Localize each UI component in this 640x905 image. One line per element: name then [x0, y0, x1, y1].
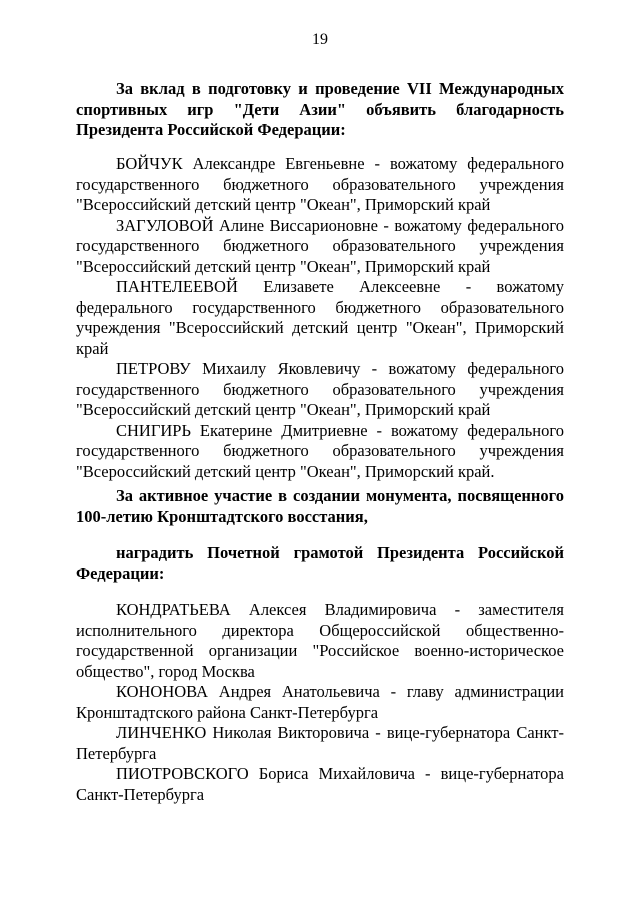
- award-entry: КОНДРАТЬЕВА Алексея Владимировича - заместителя исполнительного директора Общероссийской общественно-государственной организации "Российское военно-историческое общество", город Москва: [76, 600, 564, 681]
- award-entry: СНИГИРЬ Екатерине Дмитриевне - вожатому федерального государственного бюджетного образовательного учреждения "Всероссийский детский центр "Океан", Приморский край.: [76, 420, 564, 481]
- award-entry: ЛИНЧЕНКО Николая Викторовича - вице-губернатора Санкт-Петербурга: [76, 723, 564, 763]
- award-entry: БОЙЧУК Александре Евгеньевне - вожатому федерального государственного бюджетного образовательного учреждения "Всероссийский детский центр "Океан", Приморский край: [76, 154, 564, 214]
- section-2-heading-block: [76, 486, 564, 527]
- award-entry: ПИОТРОВСКОГО Бориса Михайловича - вице-губернатора Санкт-Петербурга: [76, 764, 564, 804]
- award-entry: ПЕТРОВУ Михаилу Яковлевичу - вожатому федерального государственного бюджетного образовательного учреждения "Всероссийский детский центр "Океан", Приморский край: [76, 359, 564, 419]
- award-entry: ЗАГУЛОВОЙ Алине Виссарионовне - вожатому федерального государственного бюджетного образовательного учреждения "Всероссийский детский центр "Океан", Приморский край: [76, 215, 564, 276]
- section-2-subheading: наградить Почетной грамотой Президента Российской Федерации:: [76, 543, 564, 583]
- section-1-entries: [76, 154, 564, 482]
- section-2-heading: За активное участие в создании монумента, посвященного 100-летию Кронштадтского восстания,: [76, 486, 564, 526]
- section-1-heading: За вклад в подготовку и проведение VII Международных спортивных игр "Дети Азии" объявить благодарность Президента Российской Федерации:: [76, 79, 564, 139]
- page-number: 19: [312, 31, 328, 48]
- section-1-heading-block: [76, 79, 564, 141]
- award-entry: КОНОНОВА Андрея Анатольевича - главу администрации Кронштадтского района Санкт-Петербурга: [76, 682, 564, 722]
- award-entry: ПАНТЕЛЕЕВОЙ Елизавете Алексеевне - вожатому федерального государственного бюджетного образовательного учреждения "Всероссийский детский центр "Океан", Приморский край: [76, 277, 564, 358]
- section-2-entries: [76, 600, 564, 805]
- section-2-subheading-block: [76, 543, 564, 584]
